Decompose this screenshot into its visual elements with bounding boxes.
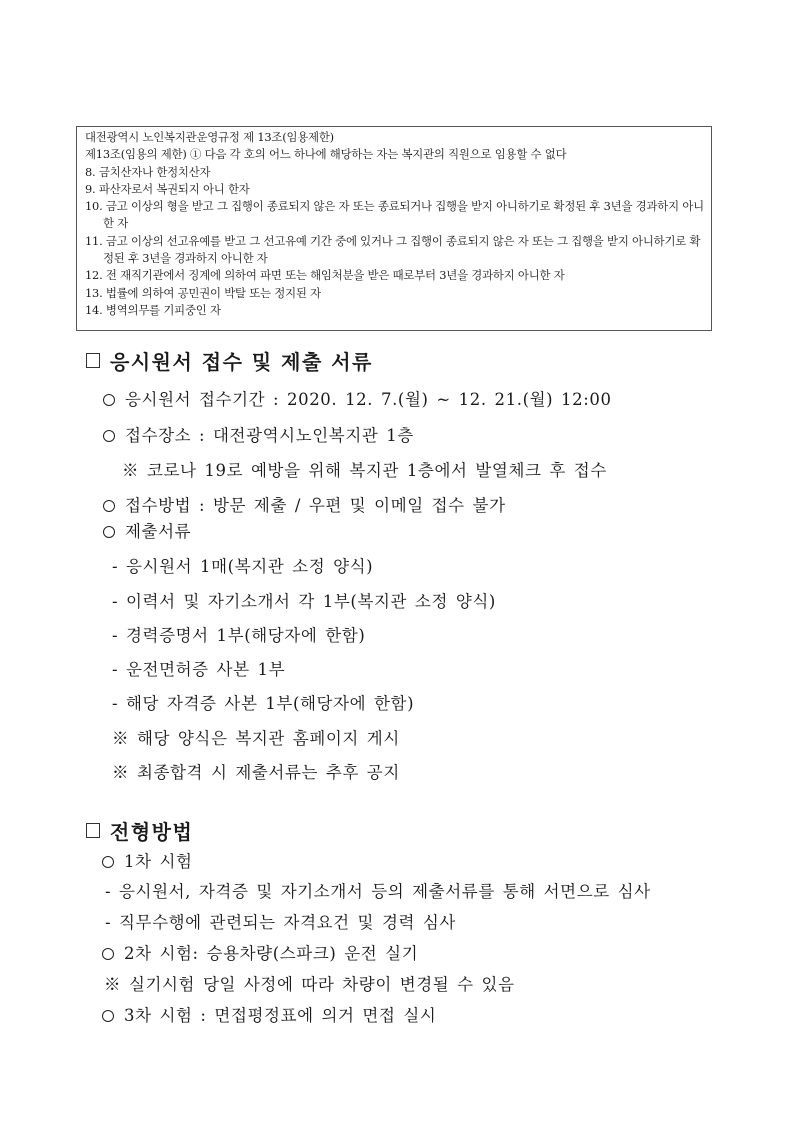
circle-bullet-icon	[103, 500, 115, 512]
section-title: 응시원서 접수 및 제출 서류	[110, 350, 373, 374]
regulation-item: 10. 금고 이상의 형을 받고 그 집행이 종료되지 않은 자 또는 종료되거나 집행을 받지 아니하기로 확정된 후 3년을 경과하지 아니한 자	[85, 199, 704, 231]
stage3	[102, 1002, 436, 1026]
application-place-note: ※ 코로나 19로 예방을 위해 복지관 1층에서 발열체크 후 접수	[122, 461, 607, 480]
regulation-item: 13. 법률에 의하여 공민권이 박탈 또는 정지된 자	[85, 285, 321, 300]
stage1-text: 1차 시험	[124, 852, 193, 871]
circle-bullet-icon	[102, 856, 114, 868]
circle-bullet-icon	[103, 430, 115, 442]
circle-bullet-icon	[102, 1010, 114, 1022]
regulation-item: 9. 파산자로서 복권되지 아니 한자	[85, 181, 250, 196]
application-method	[103, 492, 506, 516]
square-bullet-icon	[86, 353, 100, 368]
stage1-item: - 직무수행에 관련되는 자격요건 및 경력 심사	[105, 913, 456, 932]
circle-bullet-icon	[103, 394, 115, 406]
application-period-text: 응시원서 접수기간 : 2020. 12. 7.(월) ~ 12. 21.(월) 12:00	[125, 390, 612, 409]
square-bullet-icon	[86, 823, 100, 838]
regulation-intro: 제13조(임용의 제한) ① 다음 각 호의 어느 하나에 해당하는 자는 복지관의 직원으로 임용할 수 없다	[85, 147, 567, 162]
section-heading-application	[86, 346, 373, 375]
documents-label	[103, 518, 191, 542]
document-item: - 경력증명서 1부(해당자에 한함)	[112, 626, 366, 645]
section-title: 전형방법	[110, 820, 194, 844]
application-period	[103, 386, 612, 410]
regulation-title: 대전광역시 노인복지관운영규정 제 13조(임용제한)	[85, 130, 334, 144]
stage2	[102, 940, 418, 964]
section-heading-selection	[86, 816, 193, 845]
application-place	[103, 422, 414, 446]
stage2-text: 2차 시험: 승용차량(스파크) 운전 실기	[124, 944, 419, 963]
stage2-note: ※ 실기시험 당일 사정에 따라 차량이 변경될 수 있음	[104, 975, 515, 994]
regulation-item: 14. 병역의무를 기피중인 자	[85, 302, 221, 317]
document-note: ※ 해당 양식은 복지관 홈페이지 게시	[112, 729, 400, 748]
application-method-text: 접수방법 : 방문 제출 / 우편 및 이메일 접수 불가	[125, 496, 506, 515]
stage1-item: - 응시원서, 자격증 및 자기소개서 등의 제출서류를 통해 서면으로 심사	[105, 882, 651, 901]
document-item: - 이력서 및 자기소개서 각 1부(복지관 소정 양식)	[112, 592, 496, 611]
document-item: - 응시원서 1매(복지관 소정 양식)	[112, 557, 374, 576]
regulation-box	[76, 126, 712, 331]
stage3-text: 3차 시험 : 면접평정표에 의거 면접 실시	[124, 1006, 437, 1025]
document-note: ※ 최종합격 시 제출서류는 추후 공지	[112, 763, 400, 782]
application-place-text: 접수장소 : 대전광역시노인복지관 1층	[125, 426, 414, 445]
documents-label-text: 제출서류	[125, 522, 192, 541]
circle-bullet-icon	[103, 526, 115, 538]
stage1	[102, 848, 193, 872]
regulation-item: 12. 전 재직기관에서 징계에 의하여 파면 또는 해임처분을 받은 때로부터 3년을 경과하지 아니한 자	[85, 268, 565, 283]
document-item: - 해당 자격증 사본 1부(해당자에 한함)	[112, 694, 415, 713]
regulation-item: 11. 금고 이상의 선고유예를 받고 그 선고유예 기간 중에 있거나 그 집행이 종료되지 않은 자 또는 그 집행을 받지 아니하기로 확정된 후 3년을 경과하지 아니한 자	[85, 233, 701, 266]
circle-bullet-icon	[102, 948, 114, 960]
regulation-item: 8. 금치산자나 한정치산자	[85, 164, 211, 179]
document-item: - 운전면허증 사본 1부	[112, 660, 286, 679]
